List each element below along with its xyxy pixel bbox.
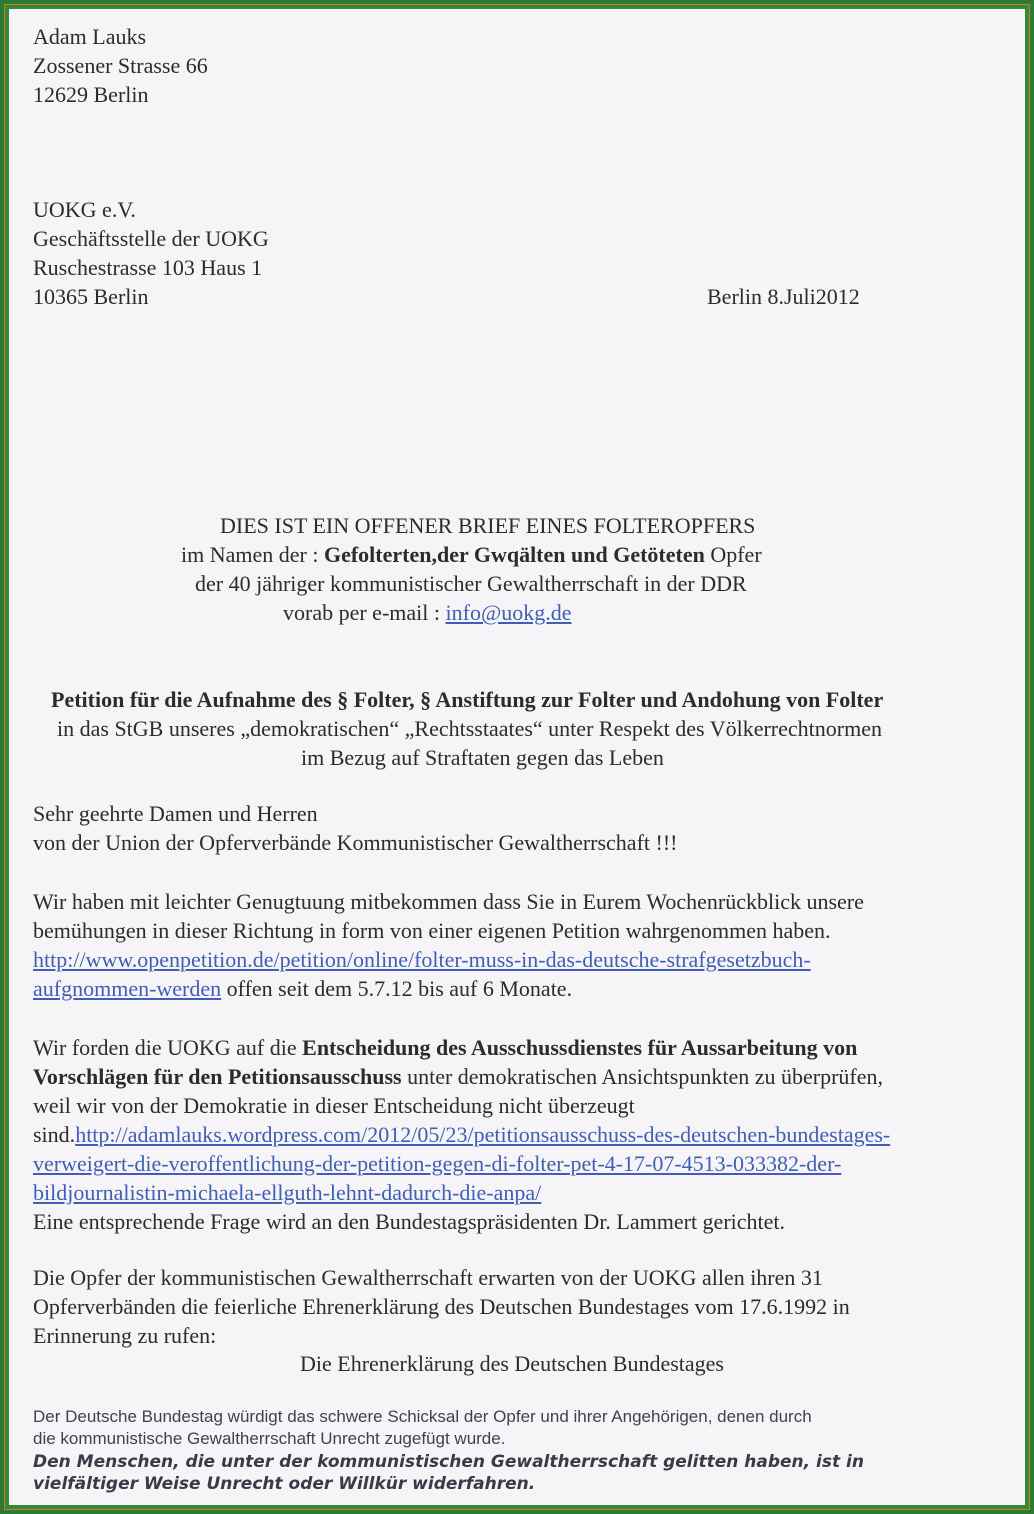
para1-open-since: offen seit dem 5.7.12 bis auf 6 Monate.	[221, 976, 573, 1001]
openpetition-link-line-1[interactable]: http://www.openpetition.de/petition/online/folter-muss-in-das-deutsche-strafgesetzbuch-	[33, 947, 811, 972]
para2-line-3: weil wir von der Demokratie in dieser Entscheidung nicht überzeugt	[33, 1093, 635, 1118]
petition-line-2: in das StGB unseres „demokratischen“ „Rechtsstaates“ unter Respekt des Völkerrechtnormen	[57, 716, 882, 741]
petition-line-1: Petition für die Aufnahme des § Folter, § Anstiftung zur Folter und Andohung von Folter	[51, 687, 884, 712]
quote-line-3: Den Menschen, die unter der kommunistischen Gewaltherrschaft gelitten haben, ist in	[33, 1452, 864, 1472]
para1-line-3	[33, 975, 572, 1003]
sender-name: Adam Lauks	[33, 24, 147, 49]
email-link[interactable]: info@uokg.de	[445, 600, 572, 625]
letter-page	[9, 9, 1025, 1505]
para3-line-1: Die Opfer der kommunistischen Gewaltherrschaft erwarten von der UOKG allen ihren 31	[33, 1265, 823, 1290]
heading-victims-bold: Gefolterten,der Gwqälten und Getöteten	[323, 542, 705, 567]
email-label: vorab per e-mail :	[283, 600, 446, 625]
heading-line-3: der 40 jähriger kommunistischer Gewaltherrschaft in der DDR	[195, 571, 747, 596]
recipient-org: UOKG e.V.	[33, 197, 136, 222]
sender-city: 12629 Berlin	[33, 82, 149, 107]
para3-line-2: Opferverbänden die feierliche Ehrenerklärung des Deutschen Bundestages vom 17.6.1992 in	[33, 1294, 850, 1319]
wordpress-link-line-3[interactable]: bildjournalistin-michaela-ellguth-lehnt-dadurch-die-anpa/	[33, 1180, 542, 1205]
quote-line-1: Der Deutsche Bundestag würdigt das schwere Schicksal der Opfer und ihrer Angehörigen, denen durch	[33, 1407, 812, 1426]
quote-line-4: vielfältiger Weise Unrecht oder Willkür widerfahren.	[33, 1474, 536, 1494]
para2-proposals-bold: Vorschlägen für den Petitionsausschuss	[33, 1064, 402, 1089]
petition-line-3: im Bezug auf Straftaten gegen das Leben	[301, 745, 664, 770]
para3-line-3: Erinnerung zu rufen:	[33, 1323, 217, 1348]
recipient-office: Geschäftsstelle der UOKG	[33, 226, 269, 251]
heading-line-2-suffix: Opfer	[704, 542, 762, 567]
para2-line-4	[33, 1121, 890, 1149]
para2-line-1	[33, 1034, 857, 1062]
quote-line-2: die kommunistische Gewaltherrschaft Unrecht zugefügt wurde.	[33, 1429, 506, 1448]
letter-date: Berlin 8.Juli2012	[707, 284, 860, 309]
para2-line-2	[33, 1063, 883, 1091]
sender-street: Zossener Strasse 66	[33, 53, 208, 78]
salutation-line-1: Sehr geehrte Damen und Herren	[33, 801, 318, 826]
heading-line-2	[181, 541, 762, 569]
para1-line-2: bemühungen in dieser Richtung in form von einer eigenen Petition wahrgenommen haben.	[33, 918, 831, 943]
wordpress-link-line-2[interactable]: verweigert-die-veroffentlichung-der-petition-gegen-di-folter-pet-4-17-07-4513-033382-der-	[33, 1151, 842, 1176]
para1-line-1: Wir haben mit leichter Genugtuung mitbekommen dass Sie in Eurem Wochenrückblick unsere	[33, 889, 864, 914]
heading-line-1: DIES IST EIN OFFENER BRIEF EINES FOLTEROPFERS	[220, 513, 756, 538]
para2-line-1-prefix: Wir forden die UOKG auf die	[33, 1035, 303, 1060]
salutation-line-2: von der Union der Opferverbände Kommunistischer Gewaltherrschaft !!!	[33, 830, 678, 855]
heading-line-2-prefix: im Namen der :	[181, 542, 324, 567]
heading-line-4	[283, 599, 571, 627]
openpetition-link-line-2[interactable]: aufgnommen-werden	[33, 976, 222, 1001]
recipient-city: 10365 Berlin	[33, 284, 149, 309]
para2-line-5: Eine entsprechende Frage wird an den Bundestagspräsidenten Dr. Lammert gerichtet.	[33, 1209, 786, 1234]
para2-line-2-suffix: unter demokratischen Ansichtspunkten zu überprüfen,	[401, 1064, 883, 1089]
recipient-street: Ruschestrasse 103 Haus 1	[33, 255, 263, 280]
declaration-title: Die Ehrenerklärung des Deutschen Bundestages	[300, 1351, 724, 1376]
wordpress-link-line-1[interactable]: http://adamlauks.wordpress.com/2012/05/23/petitionsausschuss-des-deutschen-bundestages-	[75, 1122, 891, 1147]
para2-sind: sind.	[33, 1122, 76, 1147]
para2-decision-bold: Entscheidung des Ausschussdienstes für Aussarbeitung von	[302, 1035, 858, 1060]
